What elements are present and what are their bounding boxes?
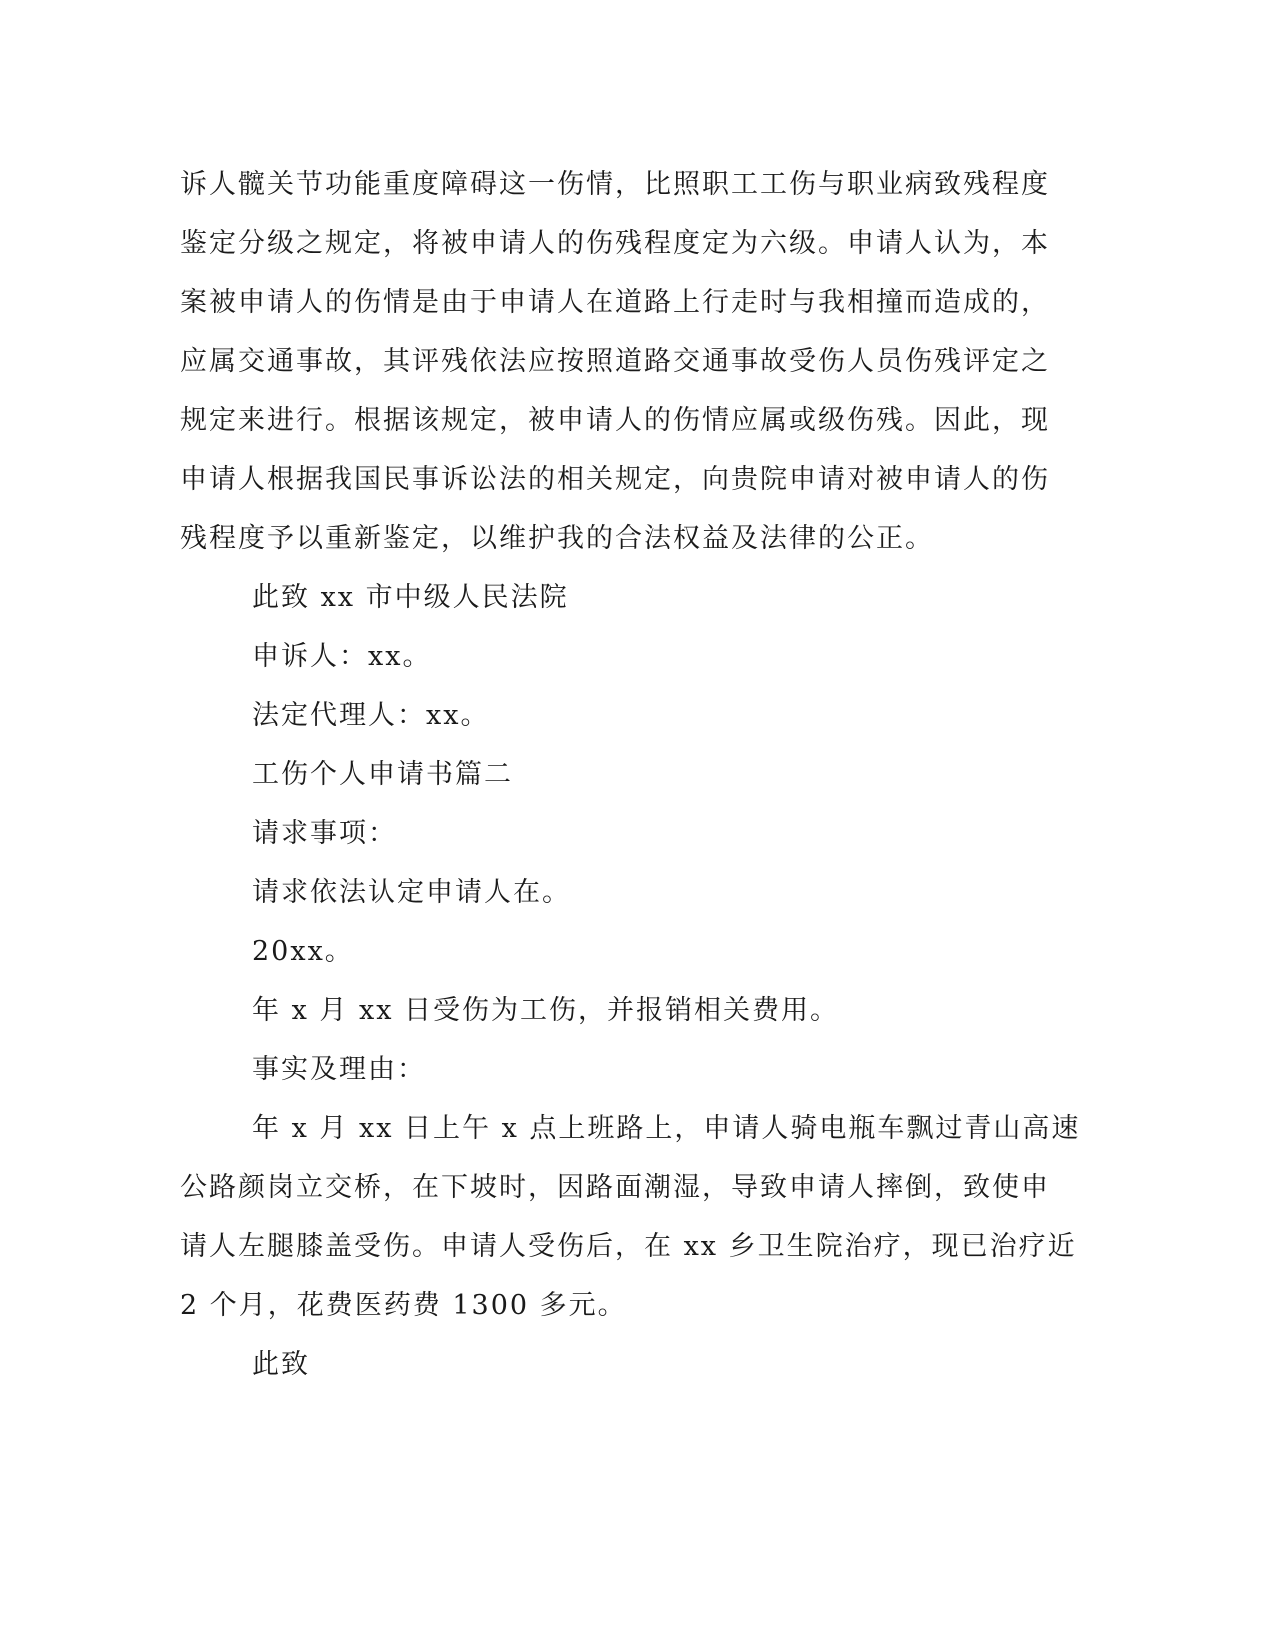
text-line: 残程度予以重新鉴定，以维护我的合法权益及法律的公正。 bbox=[180, 523, 934, 554]
text-line: 申请人根据我国民事诉讼法的相关规定，向贵院申请对被申请人的伤 bbox=[180, 464, 1050, 495]
paragraph-injury-assessment bbox=[180, 155, 1050, 568]
appellant-signature: 申诉人：xx。 bbox=[252, 641, 432, 672]
text-line: 案被申请人的伤情是由于申请人在道路上行走时与我相撞而造成的， bbox=[180, 287, 1050, 318]
text-line: 应属交通事故，其评残依法应按照道路交通事故受伤人员伤残评定之 bbox=[180, 346, 1050, 377]
text-line: 鉴定分级之规定，将被申请人的伤残程度定为六级。申请人认为，本 bbox=[180, 228, 1050, 259]
request-line: 20xx。 bbox=[252, 936, 354, 967]
text-line: 公路颜岗立交桥，在下坡时，因路面潮湿，导致申请人摔倒，致使申 bbox=[180, 1172, 1050, 1203]
closing-salutation: 此致 bbox=[252, 1349, 310, 1380]
salutation-court: 此致 xx 市中级人民法院 bbox=[252, 582, 569, 613]
text-line: 2 个月，花费医药费 1300 多元。 bbox=[180, 1290, 627, 1321]
request-line: 年 x 月 xx 日受伤为工伤，并报销相关费用。 bbox=[252, 995, 840, 1026]
text-line: 请人左腿膝盖受伤。申请人受伤后，在 xx 乡卫生院治疗，现已治疗近 bbox=[180, 1231, 1077, 1262]
facts-heading: 事实及理由： bbox=[252, 1054, 426, 1085]
document-body bbox=[180, 155, 1081, 1395]
request-line: 请求依法认定申请人在。 bbox=[252, 877, 571, 908]
legal-agent-signature: 法定代理人：xx。 bbox=[252, 700, 490, 731]
text-line: 年 x 月 xx 日上午 x 点上班路上，申请人骑电瓶车飘过青山高速 bbox=[252, 1113, 1081, 1144]
section-title: 工伤个人申请书篇二 bbox=[252, 759, 513, 790]
paragraph-facts bbox=[180, 1099, 1081, 1335]
request-heading: 请求事项： bbox=[252, 818, 397, 849]
text-line: 规定来进行。根据该规定，被申请人的伤情应属或级伤残。因此，现 bbox=[180, 405, 1050, 436]
text-line: 诉人髋关节功能重度障碍这一伤情，比照职工工伤与职业病致残程度 bbox=[180, 169, 1050, 200]
